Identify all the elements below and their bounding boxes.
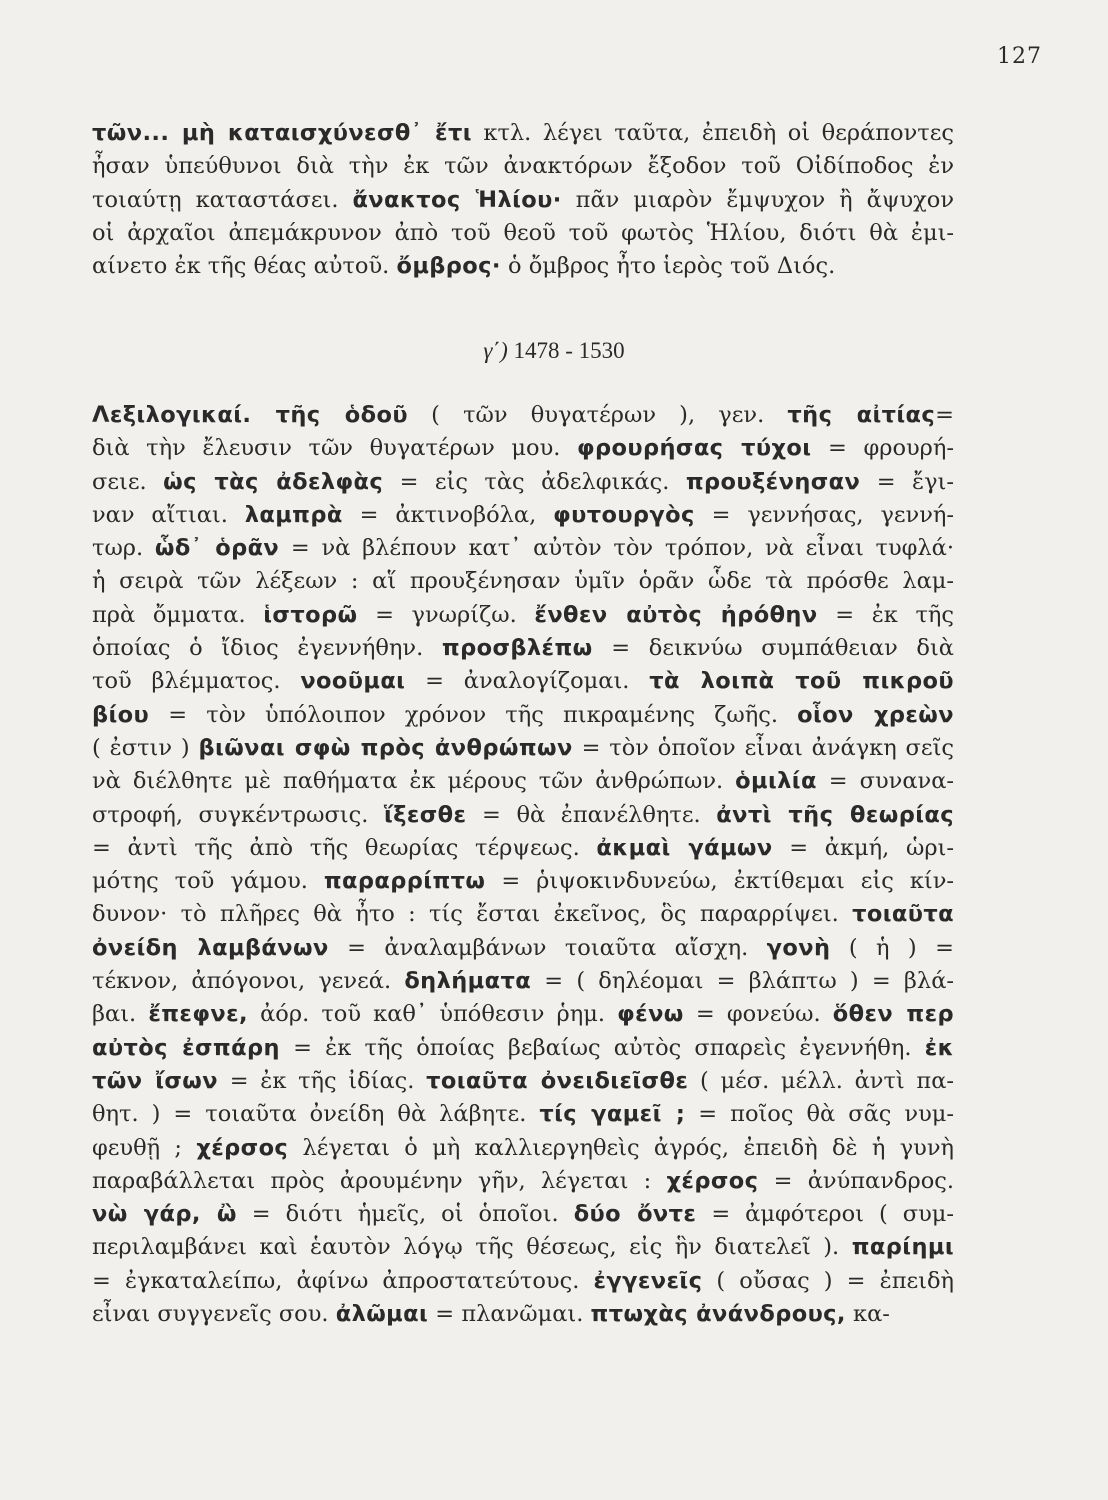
gloss-text: = ἔγι- xyxy=(860,468,954,495)
lemma-term: βιῶναι σφὼ πρὸς ἀνθρώπων xyxy=(198,734,573,761)
text-line xyxy=(92,432,954,465)
text-line xyxy=(92,1198,954,1231)
lemma-term: ὅθεν περ xyxy=(832,1001,954,1028)
lemma-term: φένω xyxy=(617,1001,684,1028)
text-line xyxy=(92,250,954,283)
lemma-term: δύο ὄντε xyxy=(573,1201,697,1228)
lemma-term: πτωχὰς ἀνάνδρους, xyxy=(590,1301,846,1328)
gloss-text: = ἀνύπανδρος. xyxy=(758,1167,954,1194)
text-line xyxy=(92,898,954,931)
text-line xyxy=(92,732,954,765)
gloss-text: στροφή, συγκέντρωσις. xyxy=(92,801,384,828)
gloss-text: πρὰ ὄμματα. xyxy=(92,601,264,628)
text-line xyxy=(92,117,954,150)
lemma-term: νὼ γάρ, ὢ xyxy=(92,1201,237,1228)
text-line xyxy=(92,565,954,598)
gloss-text: = πλανῶμαι. xyxy=(428,1301,591,1328)
text-line xyxy=(92,1298,954,1331)
lemma-term: ὡς τὰς ἀδελφὰς xyxy=(163,468,384,495)
lemma-term: ἔπεφνε, xyxy=(148,1001,248,1028)
gloss-text: = ἐκ τῆς xyxy=(817,601,955,628)
text-line xyxy=(92,499,954,532)
lemma-term: ὀνείδη λαμβάνων xyxy=(92,934,329,961)
lemma-term: τίς γαμεῖ ; xyxy=(539,1101,686,1128)
lemma-term: φυτουργὸς xyxy=(553,501,695,528)
lemma-term: ἐκ xyxy=(924,1034,954,1061)
gloss-text: = ποῖος θὰ σᾶς νυμ- xyxy=(685,1101,954,1128)
text-line xyxy=(92,998,954,1031)
text-line xyxy=(92,1165,954,1198)
gloss-text: ( ἡ ) = xyxy=(830,934,954,961)
lemma-term: ἀκμαὶ γάμων xyxy=(596,834,773,861)
lemma-term: φρουρήσας τύχοι xyxy=(577,435,812,462)
gloss-text: = ἀναλογίζομαι. xyxy=(405,668,650,695)
gloss-text: οἱ ἀρχαῖοι ἀπεμάκρυνον ἀπὸ τοῦ θεοῦ τοῦ φωτὸς Ἡλίου, διότι θὰ ἐμι- xyxy=(92,219,954,246)
gloss-text: ὁποίας ὁ ἴδιος ἐγεννήθην. xyxy=(92,635,442,662)
lemma-term: τῶν ἴσων xyxy=(92,1067,218,1094)
page-number: 127 xyxy=(997,44,1042,69)
lemma-term: προυξένησαν xyxy=(685,468,861,495)
text-line xyxy=(92,632,954,665)
lemma-term: ὄμβρος· xyxy=(396,253,501,280)
lemma-term: οἷον χρεὼν xyxy=(797,701,954,728)
gloss-text: ὁ ὄμβρος ἦτο ἱερὸς τοῦ Διός. xyxy=(500,253,836,280)
text-line xyxy=(92,1032,954,1065)
gloss-text: ἀόρ. τοῦ καθ᾽ ὑπόθεσιν ῥημ. xyxy=(247,1001,618,1028)
lemma-term: αὐτὸς ἐσπάρη xyxy=(92,1034,280,1061)
text-line xyxy=(92,865,954,898)
gloss-text: ( οὔσας ) = ἐπειδὴ xyxy=(702,1267,954,1294)
text-line xyxy=(92,932,954,965)
gloss-text: ναν αἴτιαι. xyxy=(92,501,245,528)
gloss-text: τωρ. xyxy=(92,535,155,562)
gloss-text: βαι. xyxy=(92,1001,149,1028)
lemma-term: Λεξιλογικαί. τῆς ὁδοῦ xyxy=(92,402,408,428)
text-line xyxy=(92,799,954,832)
gloss-text: λέγεται ὁ μὴ καλλιεργηθεὶς ἀγρός, ἐπειδὴ δὲ ἡ γυνὴ xyxy=(288,1134,955,1161)
paragraph-lexical xyxy=(92,399,954,1331)
lemma-term: ἱστορῶ xyxy=(263,601,358,628)
gloss-text: εἶναι συγγενεῖς σου. xyxy=(92,1301,336,1328)
gloss-text: = ἀντὶ τῆς ἀπὸ τῆς θεωρίας τέρψεως. xyxy=(92,834,597,861)
lemma-term: ὁμιλία xyxy=(735,768,817,795)
gloss-text: ἡ σειρὰ τῶν λέξεων : αἵ προυξένησαν ὑμῖν ὁρᾶν ὧδε τὰ πρόσθε λαμ- xyxy=(92,568,954,595)
gloss-text: = γεννήσας, γεννή- xyxy=(694,501,954,528)
gloss-text: τοῦ βλέμματος. xyxy=(92,668,301,695)
section-range: 1478 - 1530 xyxy=(513,338,625,363)
lemma-term: ἀντὶ τῆς θεωρίας xyxy=(716,801,954,828)
text-line xyxy=(92,832,954,865)
text-line xyxy=(92,150,954,183)
gloss-text: θητ. ) = τοιαῦτα ὀνείδη θὰ λάβητε. xyxy=(92,1101,540,1128)
lemma-term: λαμπρὰ xyxy=(244,501,343,528)
lemma-term: ἀλῶμαι xyxy=(335,1301,429,1328)
gloss-text: = νὰ βλέπουν κατ᾽ αὐτὸν τὸν τρόπον, νὰ εἶναι τυφλά· xyxy=(279,535,954,562)
gloss-text: μότης τοῦ γάμου. xyxy=(92,868,324,895)
gloss-text: νὰ διέλθητε μὲ παθήματα ἐκ μέρους τῶν ἀνθρώπων. xyxy=(92,768,736,795)
gloss-text: σειε. xyxy=(92,468,164,495)
lemma-term: δηλήματα xyxy=(404,968,532,995)
gloss-text: ( μέσ. μέλλ. ἀντὶ πα- xyxy=(688,1067,955,1094)
text-line xyxy=(92,1098,954,1131)
lemma-term: τὰ λοιπὰ τοῦ πικροῦ xyxy=(649,668,955,695)
section-label: γ΄) xyxy=(483,338,508,363)
lemma-term: χέρσος xyxy=(196,1134,289,1161)
lemma-term: ἐγγενεῖς xyxy=(593,1267,703,1294)
gloss-text: = ἐκ τῆς ἰδίας. xyxy=(218,1067,427,1094)
text-line xyxy=(92,1231,954,1264)
gloss-text: κτλ. λέγει ταῦτα, ἐπειδὴ οἱ θεράποντες xyxy=(471,120,954,146)
gloss-text: = ἐκ τῆς ὁποίας βεβαίως αὐτὸς σπαρεὶς ἐγεννήθη. xyxy=(279,1034,925,1061)
gloss-text: = ἀκτινοβόλα, xyxy=(342,501,554,528)
gloss-text: = ἐγκαταλείπω, ἀφίνω ἀπροστατεύτους. xyxy=(92,1267,594,1294)
gloss-text: = τὸν ὁποῖον εἶναι ἀνάγκη σεῖς xyxy=(572,734,954,761)
lemma-term: ἵξεσθε xyxy=(383,801,467,828)
gloss-text: ἦσαν ὑπεύθυνοι διὰ τὴν ἐκ τῶν ἀνακτόρων ἔξοδον τοῦ Οἰδίποδος ἐν xyxy=(92,153,954,180)
text-line xyxy=(92,184,954,217)
lemma-term: παραρρίπτω xyxy=(323,868,486,895)
gloss-text: περιλαμβάνει καὶ ἑαυτὸν λόγῳ τῆς θέσεως, εἰς ἣν διατελεῖ ). xyxy=(92,1234,852,1261)
gloss-text: φευθῇ ; xyxy=(92,1134,197,1161)
lemma-term: ἄνακτος Ἡλίου· xyxy=(352,186,562,213)
lemma-term: προσβλέπω xyxy=(441,635,593,662)
text-line xyxy=(92,217,954,250)
gloss-text: = ἀμφότεροι ( συμ- xyxy=(696,1201,954,1228)
text-line xyxy=(92,699,954,732)
gloss-text: τέκνον, ἀπόγονοι, γενεά. xyxy=(92,968,405,995)
text-line xyxy=(92,532,954,565)
text-line xyxy=(92,765,954,798)
gloss-text: τοιαύτῃ καταστάσει. xyxy=(92,186,353,213)
gloss-text: = ἀκμή, ὡρι- xyxy=(772,834,954,861)
text-line xyxy=(92,399,954,432)
text-line xyxy=(92,1132,954,1165)
gloss-text: πᾶν μιαρὸν ἔμψυχον ἢ ἄψυχον xyxy=(561,186,955,213)
section-heading xyxy=(0,338,1108,364)
lemma-term: ἔνθεν αὐτὸς ἠρόθην xyxy=(534,601,818,628)
gloss-text: = θὰ ἐπανέλθητε. xyxy=(466,801,717,828)
text-line xyxy=(92,466,954,499)
gloss-text: ( ἐστιν ) xyxy=(92,734,199,761)
lemma-term: ὧδ᾽ ὁρᾶν xyxy=(154,535,280,562)
text-line xyxy=(92,665,954,698)
gloss-text: = γνωρίζω. xyxy=(357,601,535,628)
gloss-text: = διότι ἡμεῖς, οἱ ὁποῖοι. xyxy=(236,1201,574,1228)
gloss-text: δυνον· τὸ πλῆρες θὰ ἦτο : τίς ἔσται ἐκεῖνος, ὃς παραρρίψει. xyxy=(92,901,853,928)
gloss-text: = ῥιψοκινδυνεύω, ἐκτίθεμαι εἰς κίν- xyxy=(485,868,954,895)
lemma-term: νοοῦμαι xyxy=(300,668,406,695)
lemma-term: τοιαῦτα xyxy=(852,901,954,928)
lemma-term: τῶν... μὴ καταισχύνεσθ᾽ ἔτι xyxy=(92,120,472,146)
gloss-text: = δεικνύω συμπάθειαν διὰ xyxy=(592,635,954,662)
lemma-term: βίου xyxy=(92,701,150,728)
gloss-text: = φρουρή- xyxy=(811,435,954,462)
gloss-text: = συνανα- xyxy=(816,768,954,795)
gloss-text: ( τῶν θυγατέρων ), γεν. xyxy=(407,402,788,428)
gloss-text: = φονεύω. xyxy=(683,1001,833,1028)
gloss-text: κα- xyxy=(845,1301,890,1328)
gloss-text: = εἰς τὰς ἀδελφικάς. xyxy=(383,468,686,495)
gloss-text: αίνετο ἐκ τῆς θέας αὐτοῦ. xyxy=(92,253,397,280)
text-line xyxy=(92,1265,954,1298)
gloss-text: = τὸν ὑπόλοιπον χρόνον τῆς πικραμένης ζωῆς. xyxy=(149,701,798,728)
gloss-text: = ἀναλαμβάνων τοιαῦτα αἴσχη. xyxy=(328,934,767,961)
paragraph-top xyxy=(92,117,954,283)
gloss-text: = ( δηλέομαι = βλάπτω ) = βλά- xyxy=(531,968,954,995)
lemma-term: παρίημι xyxy=(851,1234,954,1261)
gloss-text: διὰ τὴν ἔλευσιν τῶν θυγατέρων μου. xyxy=(92,435,578,462)
gloss-text: παραβάλλεται πρὸς ἀρουμένην γῆν, λέγεται : xyxy=(92,1167,667,1194)
lemma-term: γονὴ xyxy=(766,934,831,961)
lemma-term: τῆς αἰτίας xyxy=(787,402,936,428)
text-line xyxy=(92,599,954,632)
text-line xyxy=(92,1065,954,1098)
text-line xyxy=(92,965,954,998)
lemma-term: τοιαῦτα ὀνειδιεῖσθε xyxy=(426,1067,689,1094)
lemma-term: χέρσος xyxy=(666,1167,759,1194)
gloss-text: = xyxy=(935,402,954,428)
